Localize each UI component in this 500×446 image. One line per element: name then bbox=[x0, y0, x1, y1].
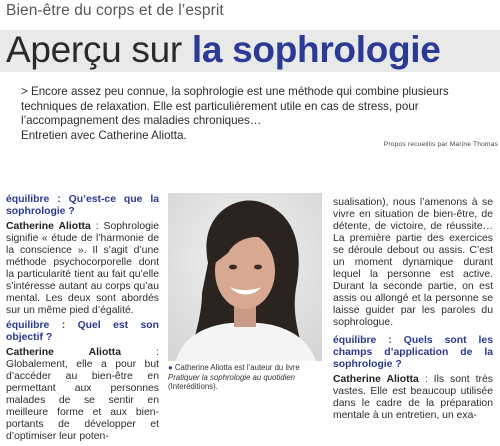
portrait-photo bbox=[168, 193, 322, 361]
question-2 bbox=[6, 320, 159, 344]
caption-bullet-icon: ● bbox=[168, 363, 173, 372]
right-column bbox=[333, 197, 493, 425]
title-light-part: Aperçu sur bbox=[6, 29, 192, 70]
question-1-text: : Qu’est-ce que la sophrologie ? bbox=[6, 194, 159, 217]
article-title bbox=[6, 28, 441, 72]
question-1 bbox=[6, 194, 159, 218]
question-2-magazine: équilibre bbox=[6, 320, 50, 331]
question-3 bbox=[333, 335, 493, 371]
answer-2-speaker: Catherine Aliotta bbox=[6, 347, 121, 358]
question-1-magazine: équilibre bbox=[6, 194, 50, 205]
answer-2 bbox=[6, 347, 159, 443]
answer-1-speaker: Catherine Aliotta bbox=[6, 221, 91, 232]
photo-caption bbox=[168, 363, 328, 392]
caption-book-title: Pratiquer la sophrologie au quotidien bbox=[168, 372, 296, 382]
interview-line: Entretien avec Catherine Aliotta. bbox=[21, 128, 187, 142]
answer-2-text: : Globalement, elle a pour but d’accéder au bien-être en permettant aux personnes malades de se sentir en meilleure forme et aux bien-portants de développer et d’optimiser leur poten- bbox=[6, 347, 159, 442]
left-column bbox=[6, 194, 159, 446]
answer-1 bbox=[6, 221, 159, 317]
question-2-text: : Quel est son objectif ? bbox=[6, 320, 159, 343]
answer-3-text: : Ils sont très vastes. Elle est beaucoup utilisée dans le cadre de la préparation mentale à un entretien, un exa- bbox=[333, 374, 493, 421]
portrait-image bbox=[168, 193, 322, 361]
caption-publisher: (Interéditions). bbox=[168, 382, 218, 392]
intro-paragraph bbox=[21, 85, 483, 143]
caption-line: Catherine Aliotta est l’auteur du livre bbox=[174, 363, 300, 372]
section-label: Bien-être du corps et de l’esprit bbox=[6, 2, 224, 19]
answer-1-text: : Sophrologie signifie « étude de l’harmonie de la conscience ». Il s’agit d’une méthode psychocorporelle dont la particularité tient au fait qu’elle s’intéresse autant au corps qu’au mental. Les deux sont abordés sur un même pied d’égalité. bbox=[6, 221, 159, 316]
answer-3 bbox=[333, 374, 493, 422]
title-bold-part: la sophrologie bbox=[191, 29, 441, 70]
question-3-text: : Quels sont les champs d’application de la sophrologie ? bbox=[333, 335, 493, 370]
answer-3-speaker: Catherine Aliotta bbox=[333, 374, 419, 385]
question-3-magazine: équilibre bbox=[333, 335, 377, 346]
author-credit: Propos recueillis par Marine Thomas bbox=[383, 141, 498, 148]
right-continuation: sualisation), nous l’amenons à se vivre en situation de bien-être, de détente, de victoire, de réussite… La première partie des exercices se déroule debout ou assis. C’est un moment dynamique durant lequel la personne est active. Durant la seconde partie, on est assis ou allongé et la personne se laisse guider par les paroles du sophrologue. bbox=[333, 197, 493, 328]
intro-text: > Encore assez peu connue, la sophrologie est une méthode qui combine plusieurs techniques de relaxation. Elle est particulièrement utile en cas de stress, pour l’accompagnement des maladies chroniques… bbox=[21, 85, 449, 127]
